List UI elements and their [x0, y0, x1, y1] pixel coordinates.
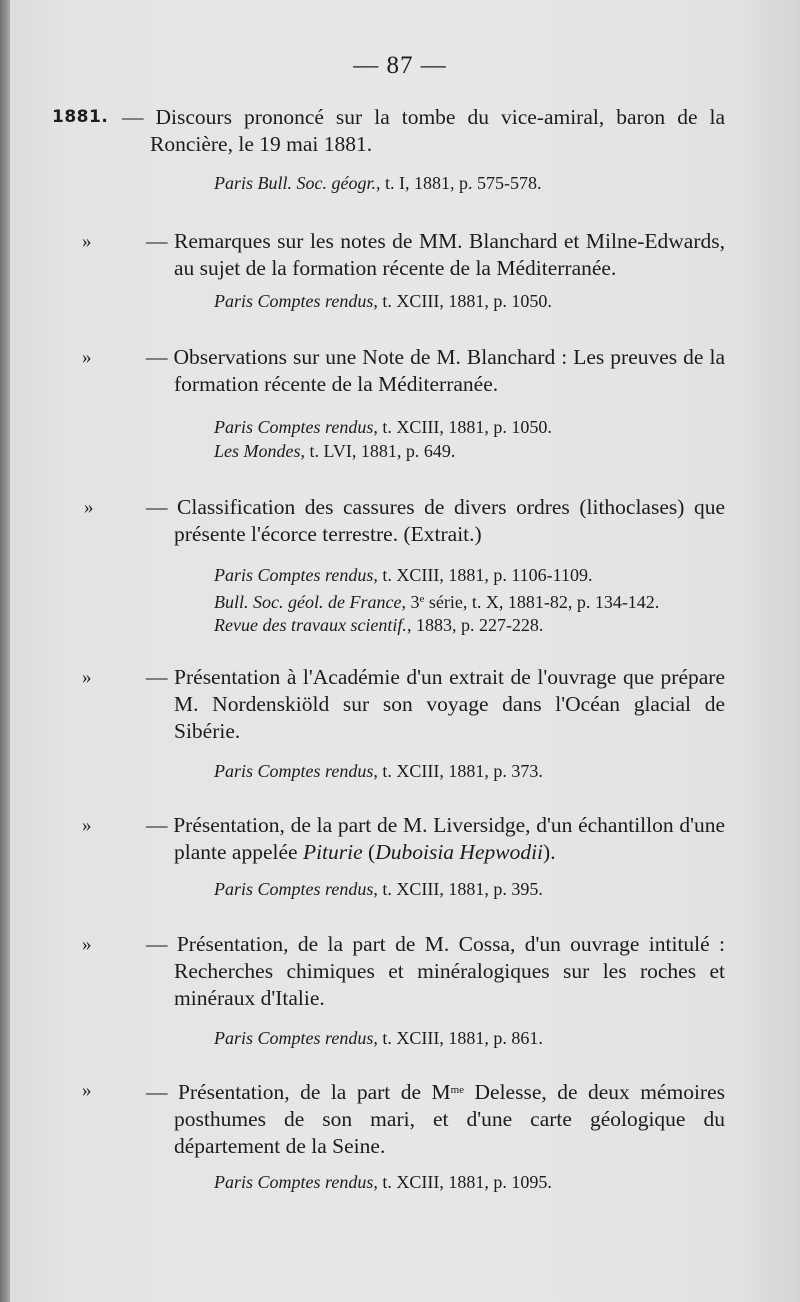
entry-references	[214, 1027, 543, 1051]
reference-line: Bull. Soc. géol. de France, 3e série, t. X, 1881-82, p. 134-142.	[214, 591, 660, 612]
reference-line: Revue des travaux scientif., 1883, p. 227-228.	[214, 615, 544, 635]
reference-line: Paris Comptes rendus, t. XCIII, 1881, p. 373.	[214, 761, 543, 781]
entry-references	[214, 760, 543, 784]
journal-title: Les Mondes	[214, 440, 301, 461]
journal-title: Paris Comptes rendus	[214, 879, 374, 899]
journal-title: Paris Comptes rendus	[214, 291, 374, 311]
journal-title: Paris Comptes rendus	[214, 417, 374, 437]
plant-name: Piturie	[302, 840, 363, 864]
entry-text: — Présentation à l'Académie d'un extrait de l'ouvrage que prépare M. Nordenskiöld sur son voyage dans l'Océan glacial de Sibérie.	[146, 665, 725, 743]
journal-title: Paris Comptes rendus	[214, 761, 374, 781]
entry-text: — Présentation, de la part de M. Cossa, d'un ouvrage intitulé : Recherches chimiques et minéralogiques sur les roches et minéraux d'Italie.	[146, 932, 725, 1010]
journal-title: Revue des travaux scientif.	[214, 615, 407, 635]
entry-references	[214, 564, 659, 638]
journal-title: Paris Comptes rendus	[214, 1028, 374, 1048]
journal-title: Paris Comptes rendus	[214, 565, 374, 585]
ditto-mark: »	[82, 667, 92, 688]
reference-line: Paris Comptes rendus, t. XCIII, 1881, p. 1050.	[214, 417, 552, 437]
entry-references	[214, 416, 552, 463]
entry-references	[214, 172, 542, 196]
entry-text: — Observations sur une Note de M. Blanchard : Les preuves de la formation récente de la Méditerranée.	[146, 345, 725, 396]
ditto-mark: »	[82, 347, 92, 368]
reference-line: Paris Comptes rendus, t. XCIII, 1881, p. 1050.	[214, 291, 552, 311]
ditto-mark: »	[82, 231, 92, 252]
ditto-mark: »	[82, 934, 92, 955]
entry-text: — Remarques sur les notes de MM. Blanchard et Milne-Edwards, au sujet de la formation récente de la Méditerranée.	[146, 229, 725, 280]
entry-text: — Présentation, de la part de M. Liversidge, d'un échantillon d'une plante appelée Piturie (Duboisia Hepwodii).	[146, 813, 725, 864]
entry-text: — Présentation, de la part de $M^{me}$ Delesse, de deux mémoires posthumes de son mari, et d'une carte géologique du département de la Seine.	[146, 1080, 725, 1158]
journal-title: Paris Bull. Soc. géogr.	[214, 173, 376, 193]
entry-text: — Classification des cassures de divers ordres (lithoclases) que présente l'écorce terrestre. (Extrait.)	[146, 495, 725, 546]
page-number: — 87 —	[353, 52, 447, 79]
entry-references	[214, 878, 543, 902]
entry-references	[214, 1171, 552, 1195]
scan-page-edge	[0, 0, 10, 1302]
ditto-mark: »	[82, 1080, 92, 1101]
entry-text: — Discours prononcé sur la tombe du vice-amiral, baron de la Roncière, le 19 mai 1881.	[122, 105, 725, 156]
reference-line: Paris Comptes rendus, t. XCIII, 1881, p. 1095.	[214, 1172, 552, 1192]
reference-line: Paris Comptes rendus, t. XCIII, 1881, p. 395.	[214, 879, 543, 899]
entry-references	[214, 290, 552, 314]
reference-line: Paris Comptes rendus, t. XCIII, 1881, p. 861.	[214, 1028, 543, 1048]
ditto-mark: »	[84, 497, 94, 518]
ditto-mark: »	[82, 815, 92, 836]
journal-title: Bull. Soc. géol. de France	[214, 591, 402, 612]
reference-line: Paris Comptes rendus, t. XCIII, 1881, p. 1106-1109.	[214, 565, 593, 585]
journal-title: Paris Comptes rendus	[214, 1172, 374, 1192]
reference-line: Paris Bull. Soc. géogr., t. I, 1881, p. 575-578.	[214, 173, 542, 193]
entry-year: 1881.	[52, 107, 109, 127]
reference-line: Les Mondes, t. LVI, 1881, p. 649.	[214, 440, 456, 461]
species-name: Duboisia Hepwodii	[375, 840, 544, 864]
